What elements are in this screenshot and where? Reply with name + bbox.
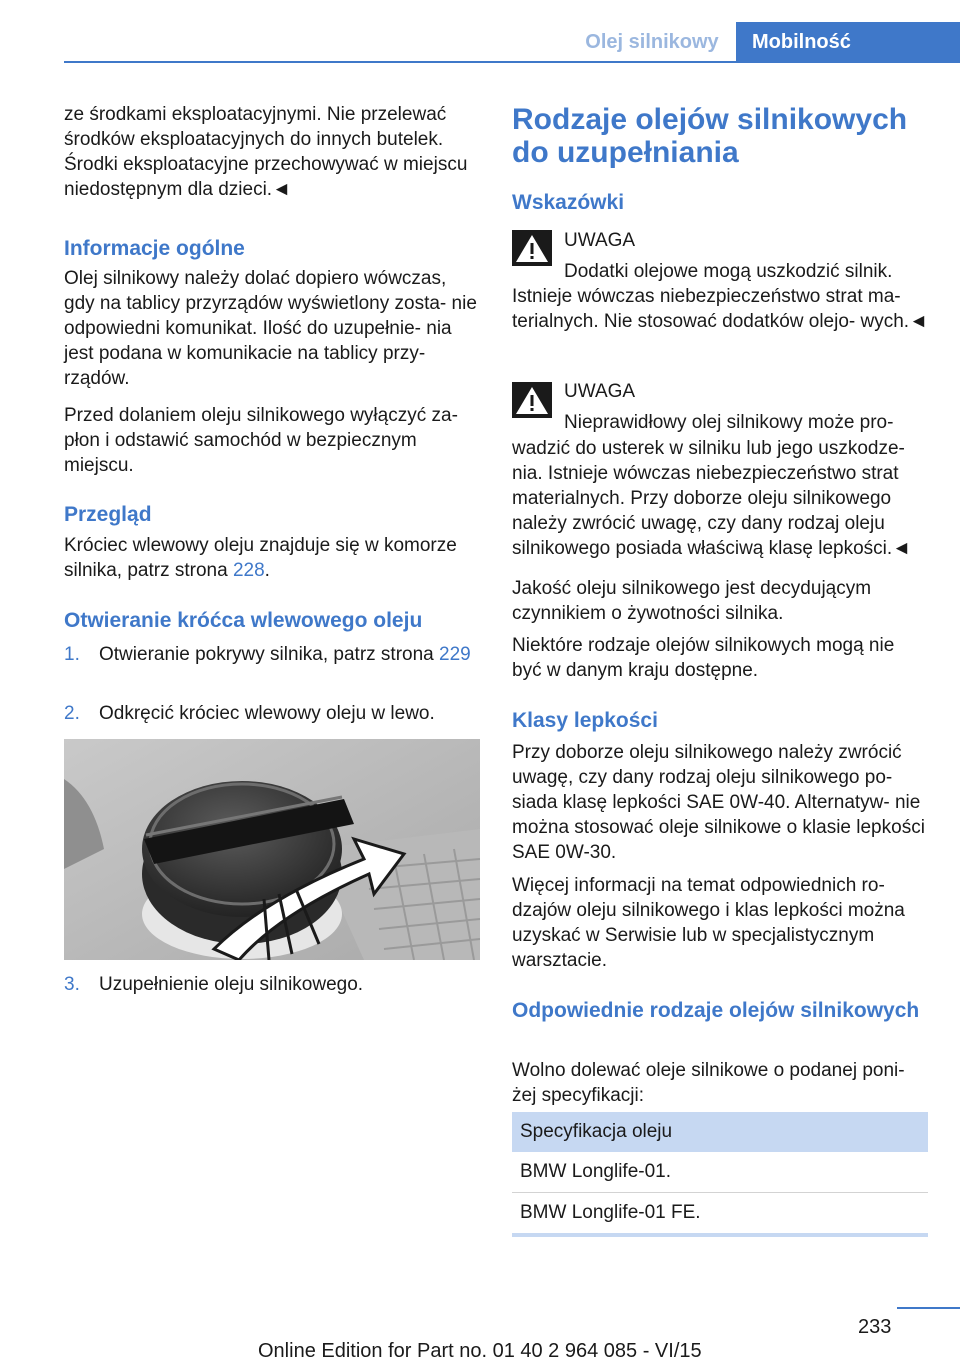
overview-paragraph: Króciec wlewowy oleju znajduje się w komorze silnika, patrz strona 228.	[64, 535, 457, 581]
table-header: Specyfikacja oleju	[512, 1112, 928, 1152]
page-link-229[interactable]: 229	[439, 644, 471, 665]
edition-note: Online Edition for Part no. 01 40 2 964 085 - VI/15	[258, 1340, 702, 1362]
heading-viscosity: Klasy lepkości	[512, 709, 658, 732]
footer-rule	[897, 1307, 960, 1309]
header-tab-mobility[interactable]: Mobilność	[736, 22, 960, 62]
general-paragraph-2: Przed dolaniem oleju silnikowego wyłączyć za- płon i odstawić samochód w bezpiecznym miejscu.	[64, 405, 458, 476]
page-number: 233	[858, 1316, 892, 1338]
heading-suitable-oils: Odpowiednie rodzaje olejów silnikowych	[512, 999, 920, 1022]
quality-paragraph-1: Jakość oleju silnikowego jest decydującym czynnikiem o żywotności silnika.	[512, 578, 872, 624]
suitable-paragraph: Wolno dolewać oleje silnikowe o podanej poni- żej specyfikacji:	[512, 1060, 905, 1106]
oil-filler-cap-photo	[64, 739, 480, 960]
list-item: 1. Otwieranie pokrywy silnika, patrz strona 229	[64, 644, 471, 665]
warning-label-1: UWAGA	[564, 230, 636, 251]
heading-general-info: Informacje ogólne	[64, 237, 245, 260]
heading-opening-cap: Otwieranie króćca wlewowego oleju	[64, 609, 423, 632]
table-row: BMW Longlife-01 FE.	[520, 1202, 701, 1223]
warning-label-2: UWAGA	[564, 381, 636, 402]
heading-overview: Przegląd	[64, 503, 152, 526]
warning-triangle-icon	[512, 230, 552, 266]
heading-oil-types: Rodzaje olejów silnikowych do uzupełniania	[512, 103, 908, 169]
viscosity-paragraph-1: Przy doborze oleju silnikowego należy zwrócić uwagę, czy dany rodzaj oleju silnikowego po- siada klasę lepkości SAE 0W-40. Alternatyw- nie można stosować oleje silnikowe o klasie lepkości SAE 0W-30.	[512, 742, 925, 863]
warning-1-text: Istnieje wówczas niebezpieczeństwo strat ma- terialnych. Nie stosować dodatków olejo- wych.◄	[512, 286, 928, 332]
list-item: 2. Odkręcić króciec wlewowy oleju w lewo.	[64, 703, 435, 724]
warning-1-first-line: Dodatki olejowe mogą uszkodzić silnik.	[564, 261, 893, 282]
table-bottom-rule	[512, 1233, 928, 1237]
general-paragraph-1: Olej silnikowy należy dolać dopiero wówczas, gdy na tablicy przyrządów wyświetlony zosta- nie odpowiedni komunikat. Ilość do uzupełnie- nia jest podana w komunikacie na tablicy przy- rządów.	[64, 268, 477, 389]
heading-notes: Wskazówki	[512, 191, 625, 214]
quality-paragraph-2: Niektóre rodzaje olejów silnikowych mogą nie być w danym kraju dostępne.	[512, 635, 895, 681]
page-link-228[interactable]: 228	[232, 560, 265, 581]
warning-triangle-icon	[512, 382, 552, 418]
viscosity-paragraph-2: Więcej informacji na temat odpowiednich ro- dzajów oleju silnikowego i klas lepkości można uzyskać w Serwisie lub w specjalistycznym warsztacie.	[512, 875, 905, 971]
warning-2-text: wadzić do usterek w silniku lub jego uszkodze- nia. Istnieje wówczas niebezpieczeństwo strat materialnych. Przy doborze oleju silnikowego należy zwrócić uwagę, czy dany rodzaj oleju silnikowego posiada właściwą klasę lepkości.◄	[512, 438, 911, 559]
intro-paragraph: ze środkami eksploatacyjnymi. Nie przelewać środków eksploatacyjnych do innych butelek. Środki eksploatacyjne przechowywać w miejscu niedostępnym dla dzieci.◄	[64, 104, 468, 200]
oil-spec-table	[512, 1112, 928, 1237]
table-row: BMW Longlife-01.	[512, 1152, 928, 1193]
list-item: 3. Uzupełnienie oleju silnikowego.	[64, 974, 364, 995]
header-tab-oil[interactable]: Olej silnikowy	[585, 31, 719, 53]
warning-2-first-line: Nieprawidłowy olej silnikowy może pro-	[564, 412, 894, 433]
